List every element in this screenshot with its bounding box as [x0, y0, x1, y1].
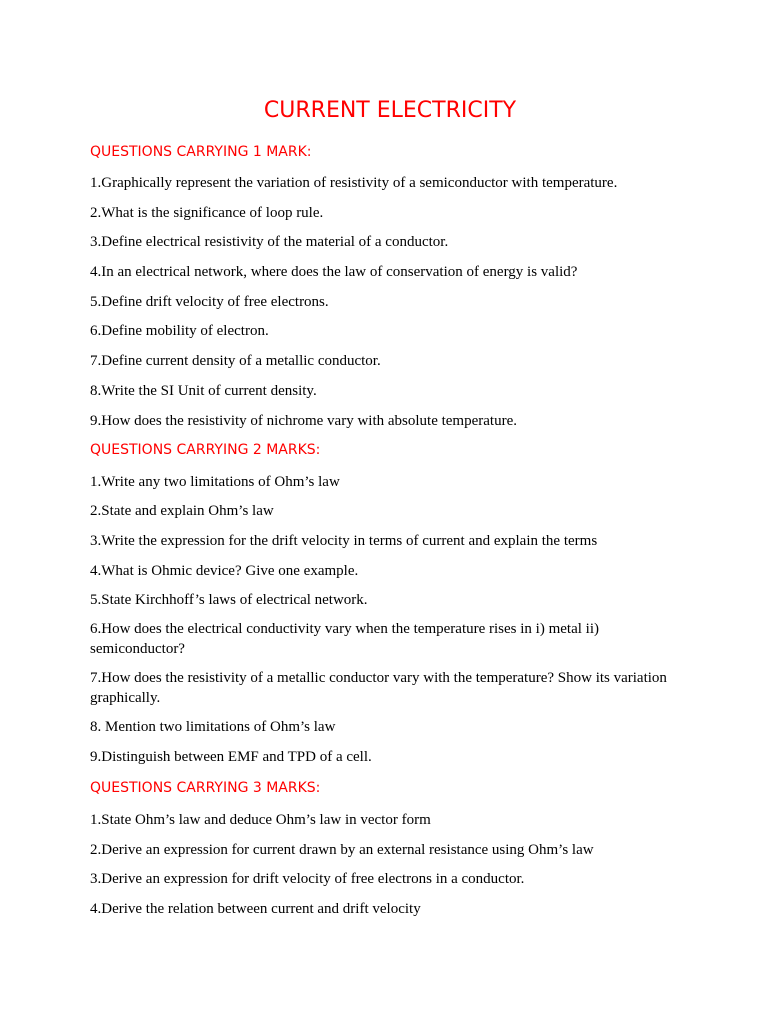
question-item: 7.Define current density of a metallic conductor.	[90, 353, 381, 370]
question-item: 2.Derive an expression for current drawn by an external resistance using Ohm’s law	[90, 841, 594, 858]
question-item: 5.Define drift velocity of free electrons.	[90, 293, 329, 310]
document-title: CURRENT ELECTRICITY	[263, 98, 517, 123]
question-item: 6.How does the electrical conductivity vary when the temperature rises in i) metal ii) semiconductor?	[90, 621, 599, 658]
question-list	[90, 173, 690, 431]
section-heading: QUESTIONS CARRYING 3 MARKS:	[90, 779, 321, 796]
section-1-mark	[90, 142, 690, 431]
section-3-marks	[90, 778, 690, 919]
question-item: 2.What is the significance of loop rule.	[90, 204, 324, 221]
question-item: 1.Graphically represent the variation of resistivity of a semiconductor with temperature.	[90, 175, 618, 191]
question-item: 9.How does the resistivity of nichrome vary with absolute temperature.	[90, 412, 517, 429]
question-item: 1.State Ohm’s law and deduce Ohm’s law in vector form	[90, 811, 431, 828]
question-item: 3.Define electrical resistivity of the material of a conductor.	[90, 234, 449, 251]
question-item: 7.How does the resistivity of a metallic conductor vary with the temperature? Show its variation graphically.	[90, 670, 667, 707]
question-item: 4.Derive the relation between current and drift velocity	[90, 901, 421, 917]
question-item: 2.State and explain Ohm’s law	[90, 503, 274, 520]
section-2-marks	[90, 440, 690, 767]
question-item: 9.Distinguish between EMF and TPD of a cell.	[90, 748, 372, 765]
section-heading: QUESTIONS CARRYING 1 MARK:	[90, 144, 312, 160]
question-item: 8. Mention two limitations of Ohm’s law	[90, 719, 336, 736]
question-item: 5.State Kirchhoff’s laws of electrical network.	[90, 592, 368, 609]
question-item: 4.What is Ohmic device? Give one example.	[90, 562, 359, 579]
question-item: 1.Write any two limitations of Ohm’s law	[90, 473, 340, 490]
question-item: 3.Derive an expression for drift velocity of free electrons in a conductor.	[90, 871, 525, 888]
question-item: 8.Write the SI Unit of current density.	[90, 382, 317, 399]
question-list	[90, 472, 690, 767]
question-item: 4.In an electrical network, where does the law of conservation of energy is valid?	[90, 264, 578, 281]
document-page	[90, 96, 690, 919]
question-item: 6.Define mobility of electron.	[90, 323, 269, 340]
question-item: 3.Write the expression for the drift velocity in terms of current and explain the terms	[90, 532, 598, 549]
question-list	[90, 810, 690, 919]
section-heading: QUESTIONS CARRYING 2 MARKS:	[90, 441, 321, 458]
